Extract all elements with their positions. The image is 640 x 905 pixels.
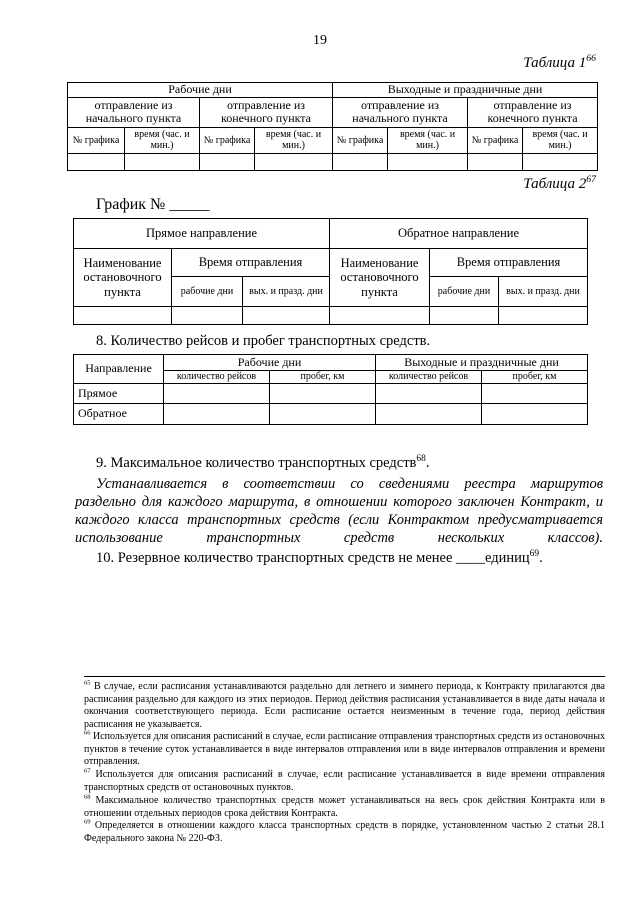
header-time: время (час. и мин.) [255,127,333,153]
table1-caption: Таблица $1^{66}$ [523,53,596,71]
schedule-table-1 [67,82,598,171]
section-8-title: 8. Количество рейсов и пробег транспортных средств. [96,333,431,349]
header-stop-name: Наименование остановочного пункта [74,249,172,307]
table-cell[interactable] [164,384,270,404]
trips-mileage-table [73,354,588,425]
table-cell[interactable] [255,153,333,170]
table-cell[interactable] [270,404,376,425]
header-trips-count: количество рейсов [376,371,482,384]
header-time: время (час. и мин.) [388,127,468,153]
header-working-days: Рабочие дни [164,355,376,371]
header-forward-direction: Прямое направление [74,219,330,249]
schedule-table-2 [73,218,588,325]
table-cell[interactable] [330,307,430,325]
section-10-title: 10. Резервное количество транспортных средств не менее ____единиц$^{69}$. [96,549,543,566]
header-weekend-days: Выходные и праздничные дни [333,83,598,98]
table2-caption: Таблица $2^{67}$ [523,174,596,192]
table-cell[interactable] [270,384,376,404]
section-9-line: Устанавливается в соответствии со сведениями реестра маршрутов [96,476,603,492]
table-cell[interactable] [243,307,330,325]
header-mileage: пробег, км [482,371,588,384]
header-departure-end: отправление из конечного пункта [468,97,598,127]
header-working-days: Рабочие дни [68,83,333,98]
header-departure-start: отправление из начального пункта [333,97,468,127]
schedule-number-label: График № _____ [96,196,210,213]
header-schedule-no: № графика [68,127,125,153]
footnote-67: $^{67}$ Используется для описания расписаний в случае, если расписание устанавливается в виде времени отправления транспортных средств от остановочных пунктов. [84,767,606,793]
table-cell[interactable] [388,153,468,170]
table-cell[interactable] [376,404,482,425]
header-weekend-days: вых. и празд. дни [499,277,588,307]
footnote-ref-69: 69 [529,549,540,560]
section-9-title: 9. Максимальное количество транспортных средств$^{68}$. [96,454,430,471]
header-trips-count: количество рейсов [164,371,270,384]
table-cell[interactable] [523,153,598,170]
header-weekend-days: вых. и празд. дни [243,277,330,307]
table-cell[interactable] [499,307,588,325]
section-9-line: использование транспортных средств нескольких классов). [75,530,603,546]
table-cell[interactable] [468,153,523,170]
footnote-ref-67: 67 [586,174,596,185]
header-time: время (час. и мин.) [125,127,200,153]
table-cell[interactable] [482,404,588,425]
header-schedule-no: № графика [468,127,523,153]
table-cell[interactable] [376,384,482,404]
footnote-ref-66: 66 [586,53,596,64]
table-cell[interactable] [74,307,172,325]
table-cell[interactable] [164,404,270,425]
section-9-line: раздельно для каждого маршрута, в отношении которого заключен Контракт, и [75,494,603,510]
header-stop-name: Наименование остановочного пункта [330,249,430,307]
section-9-body [75,475,603,547]
header-departure-end: отправление из конечного пункта [200,97,333,127]
footnote-66: $^{66}$ Используется для описания расписаний в случае, если расписание отправления транспортных средств из остановочных пунктов в течение суток устанавливается в виде интервалов отправления или в виде интервалов отправления и времени отправления. [84,729,606,768]
page-number: 19 [313,33,327,48]
table-cell[interactable] [68,153,125,170]
footnote-ref-68: 68 [416,454,426,465]
table-cell[interactable] [430,307,499,325]
table-cell[interactable] [200,153,255,170]
footnote-separator [84,676,605,677]
header-departure-time: Время отправления [172,249,330,277]
header-weekend-days: Выходные и праздничные дни [376,355,588,371]
table-cell[interactable] [125,153,200,170]
row-label-forward: Прямое [74,384,164,404]
footnote-68: $^{68}$ Максимальное количество транспортных средств может устанавливаться на весь срок действия Контракта или в отношении отдельных периодов срока действия Контракта. [84,793,606,819]
header-working-days: рабочие дни [172,277,243,307]
table-cell[interactable] [482,384,588,404]
header-schedule-no: № графика [200,127,255,153]
header-departure-start: отправление из начального пункта [68,97,200,127]
header-departure-time: Время отправления [430,249,588,277]
header-working-days: рабочие дни [430,277,499,307]
header-direction: Направление [74,355,164,384]
section-9-line: каждого класса транспортных средств (если Контрактом предусматривается [75,512,603,528]
header-time: время (час. и мин.) [523,127,598,153]
row-label-reverse: Обратное [74,404,164,425]
header-mileage: пробег, км [270,371,376,384]
table-cell[interactable] [333,153,388,170]
header-schedule-no: № графика [333,127,388,153]
table-cell[interactable] [172,307,243,325]
footnote-65: $^{65}$ В случае, если расписания устанавливаются раздельно для летнего и зимнего периода, к Контракту прилагаются два расписания раздельно для каждого из этих периодов. Период действия расписания устанавливается в виде даты начала и окончания соответствующего периода. Если расписание остается неизменным в течение года, период действия расписания не указывается. [84,679,605,730]
footnote-69: $^{69}$ Определяется в отношении каждого класса транспортных средств в порядке, установленном частью 2 статьи 28.1 Федерального закона № 220-ФЗ. [84,818,605,844]
header-reverse-direction: Обратное направление [330,219,588,249]
